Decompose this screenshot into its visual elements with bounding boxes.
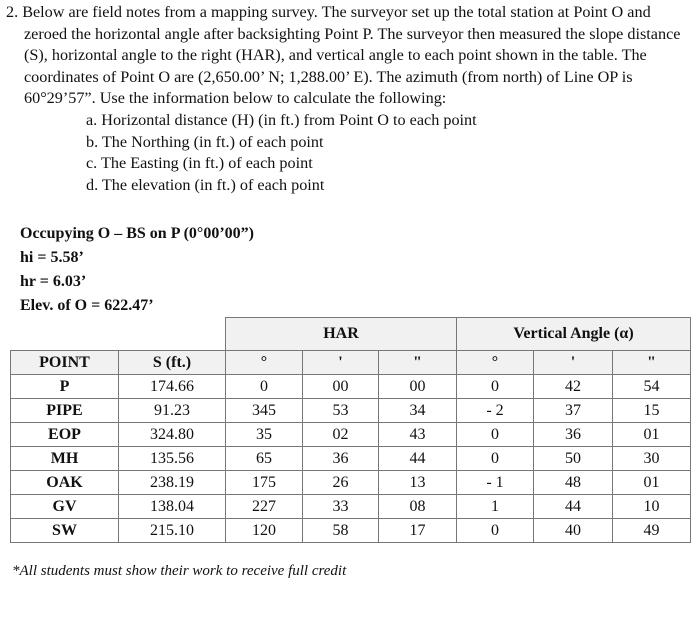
table-row <box>11 399 691 423</box>
column-header: ° <box>457 351 534 375</box>
question-item: b. The Northing (in ft.) of each point <box>86 132 324 151</box>
table-cell: 0 <box>457 447 534 471</box>
table-cell: 1 <box>457 495 534 519</box>
table-cell: 01 <box>613 471 691 495</box>
table-cell: 91.23 <box>119 399 226 423</box>
footnote: *All students must show their work to receive full credit <box>12 563 347 579</box>
table-row <box>11 423 691 447</box>
table-row <box>11 495 691 519</box>
table-cell: 49 <box>613 519 691 543</box>
point-name: SW <box>11 519 119 543</box>
column-header: S (ft.) <box>119 351 226 375</box>
table-cell: 215.10 <box>119 519 226 543</box>
table-row <box>11 375 691 399</box>
table-cell: 13 <box>379 471 457 495</box>
table-cell: 30 <box>613 447 691 471</box>
table-cell: 10 <box>613 495 691 519</box>
table-cell: 15 <box>613 399 691 423</box>
column-header: " <box>613 351 691 375</box>
table-cell: 48 <box>534 471 613 495</box>
table-cell: 345 <box>226 399 303 423</box>
table-cell: 0 <box>226 375 303 399</box>
column-header: " <box>379 351 457 375</box>
table-cell: 120 <box>226 519 303 543</box>
hr-line: hr = 6.03’ <box>20 273 87 290</box>
table-cell: 42 <box>534 375 613 399</box>
table-cell: 08 <box>379 495 457 519</box>
table-cell: 0 <box>457 375 534 399</box>
table-cell: 50 <box>534 447 613 471</box>
column-header: ° <box>226 351 303 375</box>
table-cell: 26 <box>303 471 379 495</box>
table-cell: 324.80 <box>119 423 226 447</box>
table-cell: 00 <box>303 375 379 399</box>
field-notes-table <box>10 317 691 543</box>
column-header-row <box>11 351 691 375</box>
column-header: ' <box>534 351 613 375</box>
table-cell: 33 <box>303 495 379 519</box>
point-name: GV <box>11 495 119 519</box>
point-name: EOP <box>11 423 119 447</box>
table-cell: 37 <box>534 399 613 423</box>
table-cell: 135.56 <box>119 447 226 471</box>
table-cell: - 1 <box>457 471 534 495</box>
table-cell: 175 <box>226 471 303 495</box>
table-cell: 0 <box>457 423 534 447</box>
table-cell: 227 <box>226 495 303 519</box>
question-text: 2. Below are field notes from a mapping survey. The surveyor set up the total station at Point O and zeroed the horizontal angle after backsighting Point P. The surveyor then measured the slope distance (S), horizontal angle to the right (HAR), and vertical angle to each point shown in the table. The coordinates of Point O are (2,650.00’ N; 1,288.00’ E). The azimuth (from north) of Line OP is 60°29’57”. Use the information below to calculate the following: <box>6 3 681 108</box>
table-cell: 54 <box>613 375 691 399</box>
question-item: d. The elevation (in ft.) of each point <box>86 175 325 194</box>
question <box>6 2 696 196</box>
question-item: c. The Easting (in ft.) of each point <box>86 154 313 173</box>
question-item: a. Horizontal distance (H) (in ft.) from Point O to each point <box>86 110 477 129</box>
point-name: P <box>11 375 119 399</box>
table-cell: 0 <box>457 519 534 543</box>
table-cell: 36 <box>303 447 379 471</box>
table-cell: 00 <box>379 375 457 399</box>
table-cell: 138.04 <box>119 495 226 519</box>
table-cell: 53 <box>303 399 379 423</box>
table-cell: 36 <box>534 423 613 447</box>
column-header: POINT <box>11 351 119 375</box>
table-cell: 44 <box>534 495 613 519</box>
table-cell: 44 <box>379 447 457 471</box>
table-row <box>11 471 691 495</box>
group-header-row <box>11 318 691 351</box>
point-name: PIPE <box>11 399 119 423</box>
point-name: OAK <box>11 471 119 495</box>
table-cell: 43 <box>379 423 457 447</box>
table-cell: 238.19 <box>119 471 226 495</box>
table-row <box>11 519 691 543</box>
hi-line: hi = 5.58’ <box>20 249 84 266</box>
elevation-line: Elev. of O = 622.47’ <box>20 297 154 314</box>
har-header: HAR <box>226 318 457 351</box>
table-cell: 02 <box>303 423 379 447</box>
question-items <box>6 110 696 196</box>
occupying-line: Occupying O – BS on P (0°00’00”) <box>20 225 254 242</box>
point-name: MH <box>11 447 119 471</box>
table-cell: 65 <box>226 447 303 471</box>
table-cell: - 2 <box>457 399 534 423</box>
table-cell: 35 <box>226 423 303 447</box>
table-row <box>11 447 691 471</box>
table-cell: 58 <box>303 519 379 543</box>
column-header: ' <box>303 351 379 375</box>
station-parameters <box>20 222 254 318</box>
vertical-angle-header: Vertical Angle (α) <box>457 318 691 351</box>
table-cell: 01 <box>613 423 691 447</box>
table-cell: 40 <box>534 519 613 543</box>
table-cell: 17 <box>379 519 457 543</box>
table-cell: 174.66 <box>119 375 226 399</box>
table-cell: 34 <box>379 399 457 423</box>
